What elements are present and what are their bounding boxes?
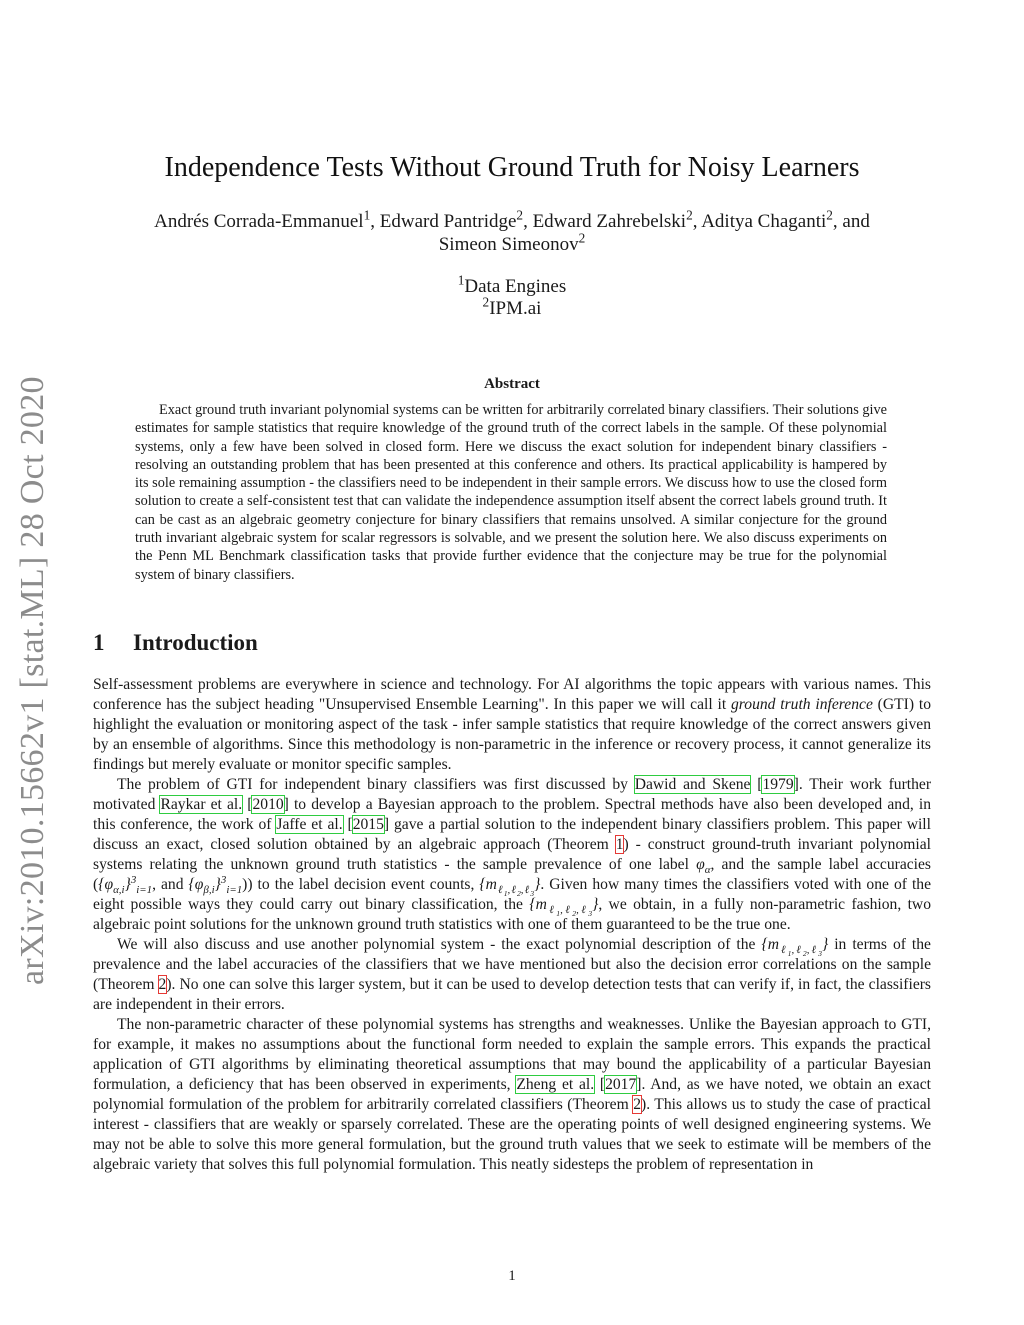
paragraph: The problem of GTI for independent binary classifiers was first discussed by Dawid and Skene [1979]. Their work further motivated Raykar et al. [2010] to develop a Bayesian approach to the problem. Spectral methods have also been developed and, in this conference, the work of Jaffe et al. [2015] gave a partial solution to the independent binary classifiers problem. This paper will discuss an exact, closed solution obtained by an algebraic approach (Theorem 1) - construct ground-truth invariant polynomial systems relating the unknown ground truth statistics - the sample prevalence of one label $\varphi_\alpha$, and the sample label accuracies ($\{\varphi_{\alpha,i}\}^3_{i=1}$, and $\{\varphi_{\beta,i}\}^3_{i=1}$)) to the label decision event counts, $\{m_{\ell_1,\ell_2,\ell_3}\}$. Given how many times the classifiers voted with one of the eight possible ways they could carry out binary classification, the $\{m_{\ell_1,\ell_2,\ell_3}\}$, we obtain, in a fully non-parametric fashion, two algebraic point solutions for the unknown ground truth statistics with one of them guaranteed to be the true one.	[93, 776, 932, 933]
math-inline: $\{m_{\ell_1,\ell_2,\ell_3}\}$	[529, 896, 599, 919]
paragraph: We will also discuss and use another polynomial system - the exact polynomial description of the $\{m_{\ell_1,\ell_2,\ell_3}\}$ in terms of the prevalence and the label accuracies of the classifiers that we have mentioned but also the decision error correlations on the sample (Theorem 2). No one can solve this larger system, but it can be used to develop detection tests that can verify if, in fact, the classifiers are independent in their errors.	[93, 936, 931, 1013]
paragraph: Self-assessment problems are everywhere in science and technology. For AI algorithms the topic appears with various names. This conference has the subject heading "Unsupervised Ensemble Learning". In this paper we will call it ground truth inference (GTI) to highlight the evaluation or monitoring aspect of the task - infer sample statistics that require knowledge of the correct answers given by an ensemble of algorithms. Since this methodology is non-parametric in the inference or recovery process, it cannot generalize its findings but merely evaluate or monitor specific samples.	[93, 676, 931, 773]
author-list: Andrés Corrada-Emmanuel$^1$, Edward Pantridge$^2$, Edward Zahrebelski$^2$, Aditya Chaganti$^2$, and Simeon Simeonov$^2$	[154, 207, 870, 255]
math-inline: $\{m_{\ell_1,\ell_2,\ell_3}\}$	[761, 936, 829, 959]
arxiv-identifier: arXiv:2010.15662v1 [stat.ML] 28 Oct 2020	[14, 376, 51, 985]
section-number: 1	[93, 630, 105, 655]
author-name: Andrés Corrada-Emmanuel	[154, 211, 364, 232]
affiliation: IPM.ai	[489, 298, 542, 319]
math-inline: $\{\varphi_{\alpha,i}\}^3_{i=1}$	[98, 873, 153, 897]
paragraph: The non-parametric character of these polynomial systems has strengths and weaknesses. Unlike the Bayesian approach to GTI, for example, it makes no assumptions about the functional form needed to explain the sample errors. This expands the practical application of GTI algorithms by eliminating theoretical assumptions that may bound the applicability of a particular Bayesian formulation, a deficiency that has been observed in experiments, Zheng et al. [2017]. And, as we have noted, we obtain an exact polynomial formulation of the problem for arbitrarily correlated classifiers (Theorem 2). This allows us to study the case of practical interest - classifiers that are weakly or sparsely correlated. These are the operating points of well designed engineering systems. We may not be able to solve this more general formulation, but the ground truth values that we seek to estimate will be members of the algebraic variety that solves this full polynomial formulation. This neatly sidesteps the problem of representation in	[93, 1016, 931, 1173]
page-number: 1	[508, 1268, 516, 1284]
affiliations: $^1$Data Engines $^2$IPM.ai	[457, 272, 567, 319]
author-name: Simeon Simeonov	[438, 234, 579, 255]
math-inline: $\{\varphi_{\beta,i}\}^3_{i=1}$	[188, 873, 243, 897]
section-heading	[93, 630, 258, 656]
citation-year-link[interactable]: 2010	[252, 796, 284, 813]
author-name: Edward Zahrebelski	[532, 211, 687, 232]
citation-year-link[interactable]: 2017	[605, 1076, 637, 1093]
paper-title: Independence Tests Without Ground Truth for Noisy Learners	[164, 152, 860, 183]
citation-link[interactable]: Zheng et al.	[516, 1076, 595, 1093]
math-inline: $\{m_{\ell_1,\ell_2,\ell_3}\}$	[479, 876, 541, 899]
citation-link[interactable]: Jaffe et al.	[276, 816, 343, 833]
citation-year-link[interactable]: 1979	[762, 776, 794, 793]
author-conjunction: , and	[832, 211, 870, 232]
author-name: Aditya Chaganti	[701, 211, 827, 232]
theorem-reference-link[interactable]: 2	[158, 976, 167, 993]
math-inline: $\varphi_\alpha$	[696, 856, 711, 877]
abstract-heading: Abstract	[484, 376, 540, 392]
abstract-text: Exact ground truth invariant polynomial systems can be written for arbitrarily correlated binary classifiers. Their solutions give estimates for sample statistics that require knowledge of the ground truth of the correct labels in the sample. Of these polynomial systems, only a few have been solved in closed form. Here we discuss the exact solution for independent binary classifiers - resolving an outstanding problem that has been presented at this conference and others. Its practical applicability is hampered by its sole remaining assumption - the classifiers need to be independent in their sample errors. We discuss how to use the closed form solution to create a self-consistent test that can validate the independence assumption itself absent the correct labels ground truth. It can be cast as an algebraic geometry conjecture for binary classifiers that remains unsolved. A similar conjecture for the ground truth invariant algebraic system for scalar regressors is solvable, and we present the solution here. We also discuss experiments on the Penn ML Benchmark classification tasks that provide further evidence that the conjecture may be true for the polynomial system of binary classifiers.	[135, 402, 887, 583]
author-name: Edward Pantridge	[379, 211, 517, 232]
theorem-reference-link[interactable]: 1	[615, 836, 624, 853]
theorem-reference-link[interactable]: 2	[633, 1096, 642, 1113]
section-body	[93, 675, 931, 1175]
citation-link[interactable]: Dawid and Skene	[634, 776, 751, 793]
section-title: Introduction	[133, 630, 258, 655]
citation-link[interactable]: Raykar et al.	[160, 796, 243, 813]
citation-year-link[interactable]: 2015	[352, 816, 384, 833]
affiliation: Data Engines	[464, 276, 567, 297]
